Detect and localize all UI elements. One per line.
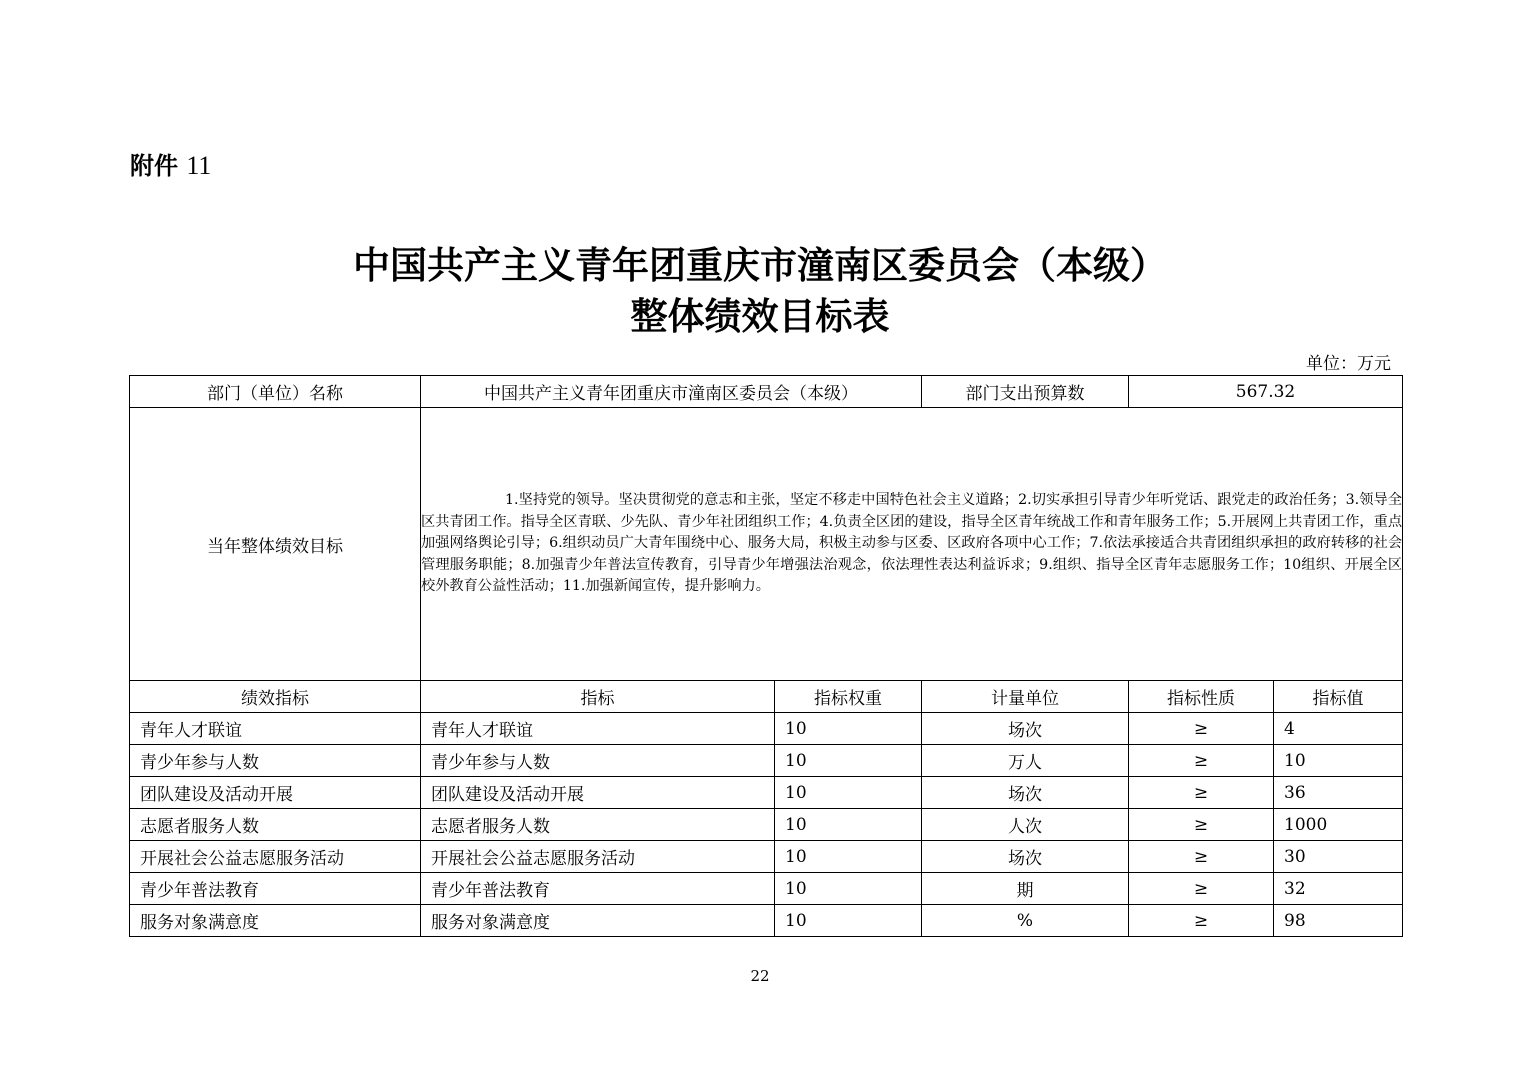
row-value: 36: [1274, 777, 1403, 809]
table-row: [130, 905, 1403, 937]
header-indicator-name: 绩效指标: [130, 681, 421, 713]
row-indicator: 志愿者服务人数: [421, 809, 775, 841]
page-number: 22: [750, 967, 770, 985]
header-indicator: 指标: [421, 681, 775, 713]
row-value: 30: [1274, 841, 1403, 873]
row-indicator: 青少年普法教育: [421, 873, 775, 905]
table-row: [130, 713, 1403, 745]
document-title-line1: 中国共产主义青年团重庆市潼南区委员会（本级）: [353, 244, 1167, 287]
row-indicator: 团队建设及活动开展: [421, 777, 775, 809]
row-weight: 10: [775, 777, 922, 809]
dept-name-value: 中国共产主义青年团重庆市潼南区委员会（本级）: [421, 376, 922, 408]
row-nature: ≥: [1129, 713, 1274, 745]
header-nature: 指标性质: [1129, 681, 1274, 713]
row-indicator-name: 团队建设及活动开展: [130, 777, 421, 809]
attachment-number: 11: [186, 151, 212, 180]
row-weight: 10: [775, 841, 922, 873]
row-indicator-name: 青少年参与人数: [130, 745, 421, 777]
row-unit: 场次: [922, 777, 1129, 809]
attachment-label: [130, 146, 211, 181]
row-unit: 万人: [922, 745, 1129, 777]
row-value: 10: [1274, 745, 1403, 777]
row-weight: 10: [775, 713, 922, 745]
row-nature: ≥: [1129, 905, 1274, 937]
row-value: 1000: [1274, 809, 1403, 841]
row-nature: ≥: [1129, 841, 1274, 873]
header-unit: 计量单位: [922, 681, 1129, 713]
header-value: 指标值: [1274, 681, 1403, 713]
table-row: [130, 873, 1403, 905]
row-weight: 10: [775, 809, 922, 841]
goal-label: 当年整体绩效目标: [130, 408, 421, 681]
table-row: [130, 841, 1403, 873]
goal-row: [130, 408, 1403, 681]
row-unit: %: [922, 905, 1129, 937]
row-nature: ≥: [1129, 745, 1274, 777]
row-indicator: 服务对象满意度: [421, 905, 775, 937]
budget-label: 部门支出预算数: [922, 376, 1129, 408]
attachment-text: 附件: [130, 152, 178, 180]
table-row: [130, 809, 1403, 841]
header-row: [130, 681, 1403, 713]
header-weight: 指标权重: [775, 681, 922, 713]
performance-table: [129, 375, 1403, 937]
row-indicator: 青年人才联谊: [421, 713, 775, 745]
row-indicator: 青少年参与人数: [421, 745, 775, 777]
budget-value: 567.32: [1129, 376, 1403, 408]
row-indicator-name: 青少年普法教育: [130, 873, 421, 905]
row-indicator: 开展社会公益志愿服务活动: [421, 841, 775, 873]
row-weight: 10: [775, 873, 922, 905]
row-unit: 场次: [922, 841, 1129, 873]
row-weight: 10: [775, 905, 922, 937]
row-unit: 场次: [922, 713, 1129, 745]
row-nature: ≥: [1129, 873, 1274, 905]
row-indicator-name: 开展社会公益志愿服务活动: [130, 841, 421, 873]
row-value: 4: [1274, 713, 1403, 745]
row-indicator-name: 服务对象满意度: [130, 905, 421, 937]
dept-row: [130, 376, 1403, 408]
row-indicator-name: 志愿者服务人数: [130, 809, 421, 841]
row-nature: ≥: [1129, 777, 1274, 809]
table-row: [130, 745, 1403, 777]
goal-text-cell: [421, 408, 1403, 681]
row-value: 98: [1274, 905, 1403, 937]
unit-label: 单位：万元: [1306, 354, 1391, 374]
row-nature: ≥: [1129, 809, 1274, 841]
row-value: 32: [1274, 873, 1403, 905]
row-unit: 期: [922, 873, 1129, 905]
row-unit: 人次: [922, 809, 1129, 841]
dept-name-label: 部门（单位）名称: [130, 376, 421, 408]
row-indicator-name: 青年人才联谊: [130, 713, 421, 745]
table-row: [130, 777, 1403, 809]
goal-text: 1.坚持党的领导。坚决贯彻党的意志和主张，坚定不移走中国特色社会主义道路；2.切实承担引导青少年听党话、跟党走的政治任务；3.领导全区共青团工作。指导全区青联、少先队、青少年社团组织工作；4.负责全区团的建设，指导全区青年统战工作和青年服务工作；5.开展网上共青团工作，重点加强网络舆论引导；6.组织动员广大青年围绕中心、服务大局，积极主动参与区委、区政府各项中心工作；7.依法承接适合共青团组织承担的政府转移的社会管理服务职能；8.加强青少年普法宣传教育，引导青少年增强法治观念，依法理性表达利益诉求；9.组织、指导全区青年志愿服务工作；10组织、开展全区校外教育公益性活动；11.加强新闻宣传，提升影响力。: [421, 492, 1403, 595]
row-weight: 10: [775, 745, 922, 777]
document-title-line2: 整体绩效目标表: [630, 295, 890, 338]
